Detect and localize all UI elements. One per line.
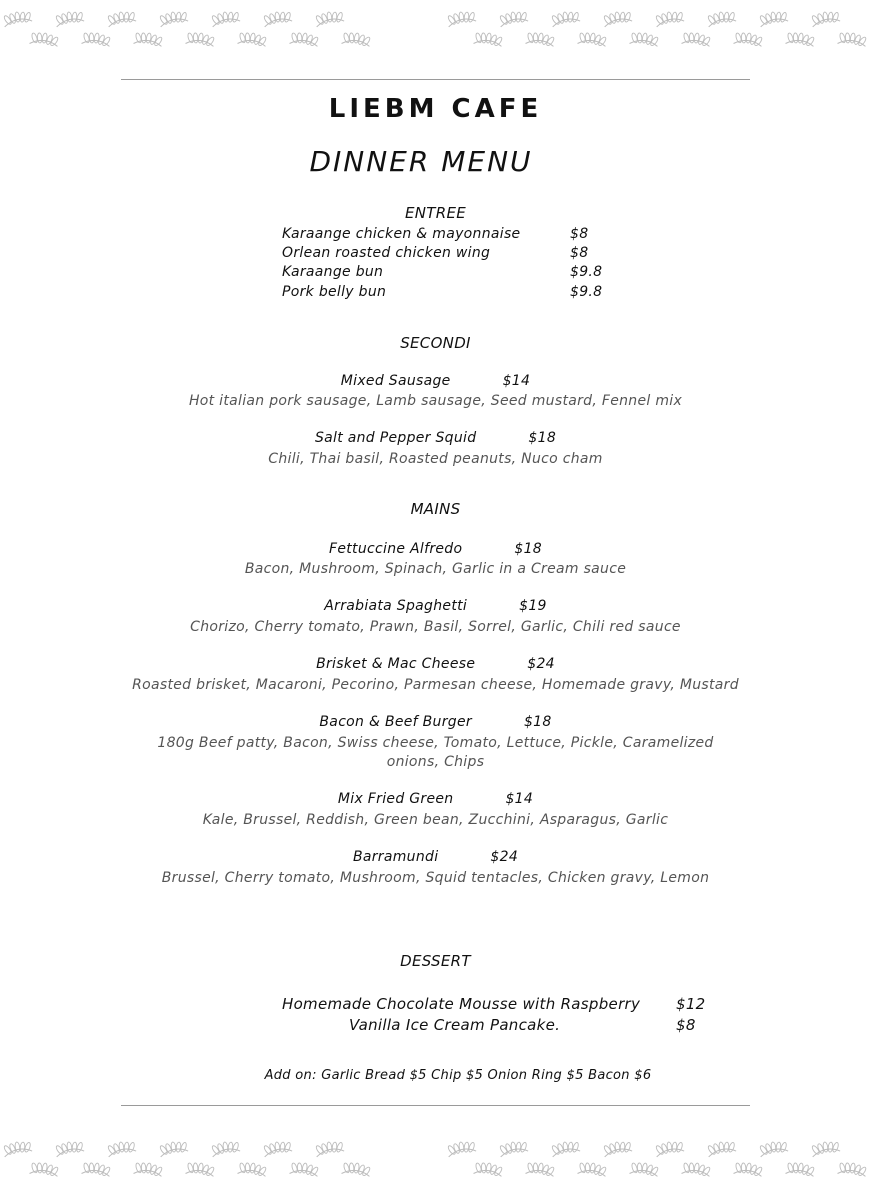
section-heading-dessert: DESSERT: [400, 952, 471, 970]
add-on-note: Add on: Garlic Bread $5 Chip $5 Onion Ring $5 Bacon $6: [264, 1068, 652, 1083]
restaurant-name: LIEBM CAFE: [328, 94, 543, 124]
item-price: $14: [502, 373, 531, 389]
leaf-ornament: [29, 1161, 59, 1179]
leaf-ornament: [341, 31, 371, 49]
dessert-item-price: $8: [676, 1016, 696, 1034]
dish-title: [0, 373, 871, 389]
item-name: Karaange chicken & mayonnaise: [282, 226, 521, 242]
leaf-ornament: [237, 1161, 267, 1179]
item-name: Mix Fried Green: [337, 791, 454, 807]
leaf-ornament: [603, 1140, 633, 1157]
leaf-ornament: [499, 1140, 529, 1157]
leaf-ornament: [551, 10, 581, 27]
leaf-ornament: [185, 31, 215, 49]
item-name: Karaange bun: [282, 264, 384, 280]
dish-title: [0, 430, 871, 446]
item-price: $18: [523, 714, 552, 730]
entree-item: [282, 284, 642, 304]
leaf-ornament: [655, 10, 685, 27]
item-name: Pork belly bun: [282, 284, 387, 300]
dessert-item-price: $12: [676, 995, 706, 1013]
item-price: $18: [528, 430, 557, 446]
leaf-ornament: [785, 1161, 815, 1179]
leaf-ornament: [3, 10, 33, 27]
leaf-ornament: [133, 1161, 163, 1179]
leaf-ornament: [629, 1161, 659, 1179]
leaf-ornament: [29, 31, 59, 49]
leaf-ornament: [55, 10, 85, 27]
leaf-ornament: [237, 31, 267, 49]
dish-description: Chili, Thai basil, Roasted peanuts, Nuco cham: [268, 451, 603, 467]
leaf-ornament: [107, 1140, 137, 1157]
leaf-ornament: [837, 1161, 867, 1179]
leaf-ornament: [263, 10, 293, 27]
dish-description: Hot italian pork sausage, Lamb sausage, Seed mustard, Fennel mix: [188, 393, 683, 409]
item-price: $19: [519, 598, 547, 614]
section-heading-secondi: SECONDI: [400, 334, 471, 352]
leaf-ornament: [811, 1140, 841, 1157]
entree-item: [282, 245, 642, 265]
leaf-ornament: [315, 1140, 345, 1157]
item-name: Brisket & Mac Cheese: [316, 656, 476, 672]
item-price: $14: [505, 791, 534, 807]
item-name: Barramundi: [352, 849, 439, 865]
item-name: Bacon & Beef Burger: [319, 714, 472, 730]
entree-item: [282, 264, 642, 284]
dessert-item-name: Vanilla Ice Cream Pancake.: [349, 1016, 561, 1034]
leaf-ornament: [759, 10, 789, 27]
section-heading-mains: MAINS: [410, 500, 461, 518]
leaf-ornament: [211, 10, 241, 27]
leaf-ornament: [707, 10, 737, 27]
item-price: $8: [570, 245, 589, 261]
dish-title: [0, 714, 871, 730]
leaf-ornament: [785, 31, 815, 49]
leaf-ornament: [525, 1161, 555, 1179]
item-price: $18: [514, 541, 542, 557]
item-name: Mixed Sausage: [340, 373, 451, 389]
leaf-ornament: [681, 31, 711, 49]
leaf-ornament: [447, 1140, 477, 1157]
menu-title: DINNER MENU: [309, 145, 533, 178]
leaf-ornament: [733, 1161, 763, 1179]
item-price: $8: [570, 226, 589, 242]
leaf-ornament: [759, 1140, 789, 1157]
dish-title: [0, 656, 871, 672]
leaf-ornament: [289, 31, 319, 49]
leaf-ornament: [551, 1140, 581, 1157]
leaf-ornament: [707, 1140, 737, 1157]
item-price: $24: [490, 849, 519, 865]
item-name: Salt and Pepper Squid: [314, 430, 477, 446]
leaf-ornament: [263, 1140, 293, 1157]
leaf-ornament: [577, 31, 607, 49]
dish-description: Brussel, Cherry tomato, Mushroom, Squid tentacles, Chicken gravy, Lemon: [161, 870, 710, 886]
leaf-ornament: [315, 10, 345, 27]
dish-description: Roasted brisket, Macaroni, Pecorino, Parmesan cheese, Homemade gravy, Mustard: [132, 677, 739, 693]
dish-title: [0, 598, 871, 614]
leaf-ornament: [473, 31, 503, 49]
dish-description: Bacon, Mushroom, Spinach, Garlic in a Cream sauce: [244, 561, 627, 577]
item-name: Fettuccine Alfredo: [329, 541, 463, 557]
leaf-ornament: [341, 1161, 371, 1179]
item-name: Orlean roasted chicken wing: [282, 245, 491, 261]
dish-description: 180g Beef patty, Bacon, Swiss cheese, Tomato, Lettuce, Pickle, Caramelized onions, Chips: [157, 735, 714, 770]
leaf-ornament: [133, 31, 163, 49]
leaf-ornament: [3, 1140, 33, 1157]
item-name: Arrabiata Spaghetti: [324, 598, 468, 614]
top-leaf-border: [0, 8, 871, 58]
leaf-ornament: [837, 31, 867, 49]
bottom-divider: [121, 1105, 750, 1106]
leaf-ornament: [499, 10, 529, 27]
leaf-ornament: [681, 1161, 711, 1179]
leaf-ornament: [629, 31, 659, 49]
leaf-ornament: [81, 31, 111, 49]
dessert-item-name: Homemade Chocolate Mousse with Raspberry: [282, 995, 641, 1013]
dish-title: [0, 541, 871, 557]
item-price: $9.8: [570, 264, 603, 280]
leaf-ornament: [211, 1140, 241, 1157]
item-price: $24: [527, 656, 555, 672]
leaf-ornament: [447, 10, 477, 27]
leaf-ornament: [159, 1140, 189, 1157]
dish-description: Chorizo, Cherry tomato, Prawn, Basil, Sorrel, Garlic, Chili red sauce: [190, 619, 681, 635]
leaf-ornament: [577, 1161, 607, 1179]
leaf-ornament: [655, 1140, 685, 1157]
bottom-leaf-border: [0, 1138, 871, 1188]
item-price: $9.8: [570, 284, 603, 300]
leaf-ornament: [55, 1140, 85, 1157]
dish-title: [0, 791, 871, 807]
dish-description: Kale, Brussel, Reddish, Green bean, Zucchini, Asparagus, Garlic: [202, 812, 669, 828]
top-divider: [121, 79, 750, 80]
leaf-ornament: [107, 10, 137, 27]
leaf-ornament: [733, 31, 763, 49]
section-heading-entree: ENTREE: [404, 204, 467, 222]
leaf-ornament: [473, 1161, 503, 1179]
leaf-ornament: [81, 1161, 111, 1179]
leaf-ornament: [159, 10, 189, 27]
leaf-ornament: [289, 1161, 319, 1179]
leaf-ornament: [185, 1161, 215, 1179]
leaf-ornament: [811, 10, 841, 27]
leaf-ornament: [603, 10, 633, 27]
entree-item: [282, 226, 642, 246]
leaf-ornament: [525, 31, 555, 49]
dish-title: [0, 849, 871, 865]
